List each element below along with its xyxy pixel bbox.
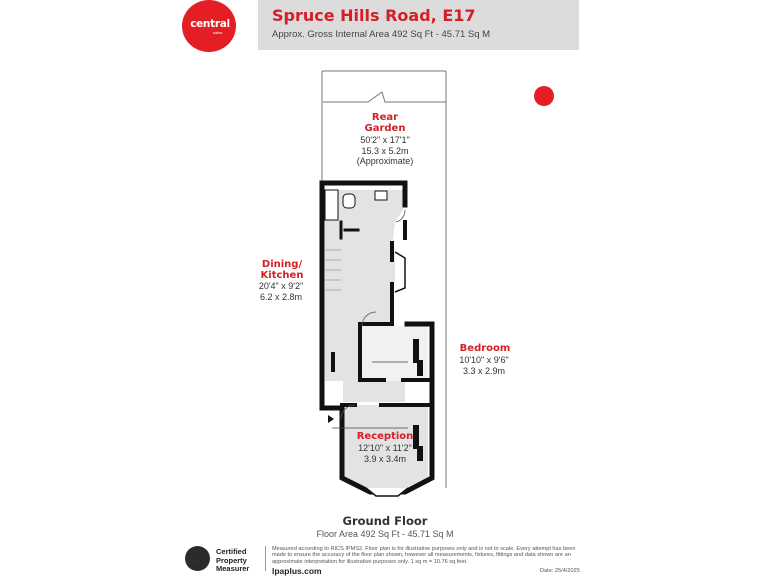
kitchen-bay-window — [395, 252, 405, 292]
room-dims-bedroom: 10'10" x 9'6" 3.3 x 2.9m — [459, 355, 509, 376]
page-title: Spruce Hills Road, E17 — [272, 6, 476, 25]
footer-divider — [265, 546, 266, 571]
room-dims-dining-kitchen: 20'4" x 9'2" 6.2 x 2.8m — [258, 281, 304, 302]
bath-fixture — [325, 190, 338, 220]
disclaimer-text: Measured according to RICS IPMS2. Floor plan is for illustrative purposes only and is not to scale. Every attempt has been made to ensure the accuracy of the floor plan shown, however all measurements, fixtures, fittings and data shown are an approximate interpretation for illustrative purposes only. 1 sq m = 10.76 sq feet. — [272, 546, 576, 565]
garden-fence — [323, 92, 446, 102]
plan-date: Date: 25/4/2025 — [540, 568, 580, 574]
certified-measurer: Certified Property Measurer — [216, 547, 250, 573]
room-dims-garden: 50'2" x 17'1" 15.3 x 5.2m (Approximate) — [356, 135, 414, 166]
reception-bay-window — [366, 488, 408, 496]
website-link[interactable]: lpaplus.com — [272, 566, 322, 576]
brand-logo-text: central — [190, 18, 230, 30]
basin-fixture — [375, 191, 387, 200]
page-subtitle: Approx. Gross Internal Area 492 Sq Ft - 45.71 Sq M — [272, 29, 491, 40]
room-label-bedroom: Bedroom — [459, 343, 511, 354]
rics-label: RICS — [186, 560, 200, 566]
wc-fixture — [343, 194, 355, 208]
floor-area: Floor Area 492 Sq Ft - 45.71 Sq M — [316, 529, 454, 539]
room-dims-reception: 12'10" x 11'2" 3.9 x 3.4m — [358, 443, 412, 464]
room-label-reception: Reception — [356, 431, 414, 442]
floor-title: Ground Floor — [342, 514, 428, 528]
entrance-arrow-icon — [328, 415, 334, 423]
room-label-dining-kitchen: Dining/ Kitchen — [260, 259, 304, 281]
compass-icon — [534, 86, 554, 106]
room-label-garden: Rear Garden — [364, 112, 406, 134]
brand-logo-subtext: sales — [213, 30, 223, 35]
rics-logo — [185, 546, 210, 571]
